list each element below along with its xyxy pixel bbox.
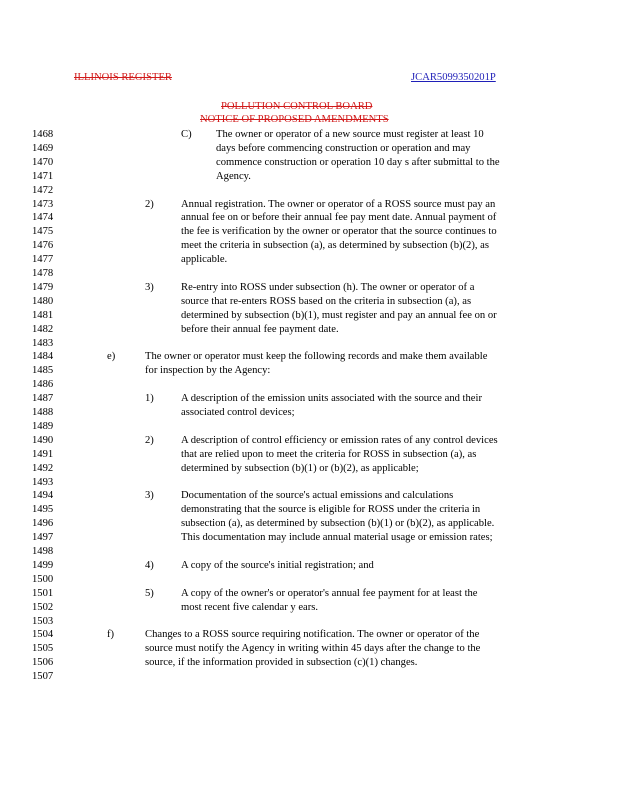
line-number: 1478 <box>32 268 54 279</box>
line-text: associated control devices; <box>181 407 295 418</box>
header-board-title: POLLUTION CONTROL BOARD <box>221 101 373 112</box>
line-text: commence construction or operation 10 day s after submittal to the <box>216 156 500 168</box>
line-number: 1505 <box>32 643 54 655</box>
item-label: C) <box>181 129 192 140</box>
line-number: 1468 <box>32 129 54 140</box>
line-text: This documentation may include annual material usage or emission rates; <box>181 532 493 544</box>
line-number: 1484 <box>32 351 54 363</box>
line-text: The owner or operator of a new source must register at least 10 <box>216 129 484 140</box>
line-number: 1475 <box>32 226 54 238</box>
header-jcar-id[interactable]: JCAR5099350201P <box>411 72 496 83</box>
line-text: meet the criteria in subsection (a), as determined by subsection (b)(2), as <box>181 240 489 252</box>
line-text: that are relied upon to meet the criteria for ROSS in subsection (a), as <box>181 448 477 460</box>
line-text: source, if the information provided in subsection (c)(1) changes. <box>145 657 418 669</box>
line-number: 1471 <box>32 170 54 182</box>
line-number: 1504 <box>32 629 54 641</box>
line-text: Annual registration. The owner or operator of a ROSS source must pay an <box>181 198 496 210</box>
line-text: applicable. <box>181 254 228 266</box>
item-label: 3) <box>145 490 154 502</box>
line-text: Documentation of the source's actual emissions and calculations <box>181 490 454 502</box>
line-text: Re-entry into ROSS under subsection (h). The owner or operator of a <box>181 281 475 293</box>
line-number: 1472 <box>32 184 54 196</box>
line-number: 1499 <box>32 559 54 571</box>
item-label: 4) <box>145 559 154 571</box>
line-text: Agency. <box>216 170 251 182</box>
line-text: A copy of the source's initial registration; and <box>181 559 374 571</box>
line-number: 1495 <box>32 504 54 516</box>
line-text: source must notify the Agency in writing within 45 days after the change to the <box>145 643 481 655</box>
line-number: 1503 <box>32 615 54 627</box>
line-number: 1500 <box>32 573 54 585</box>
line-number: 1488 <box>32 407 54 418</box>
line-number: 1470 <box>32 156 54 168</box>
line-number: 1491 <box>32 448 54 460</box>
line-number: 1481 <box>32 309 54 321</box>
line-number: 1494 <box>32 490 54 502</box>
line-text: The owner or operator must keep the following records and make them available <box>145 351 488 363</box>
line-text: most recent five calendar y ears. <box>181 601 319 613</box>
line-text: days before commencing construction or operation and may <box>216 142 471 154</box>
line-text: A copy of the owner's or operator's annual fee payment for at least the <box>181 587 478 599</box>
line-number: 1490 <box>32 434 54 446</box>
line-text: source that re-enters ROSS based on the criteria in subsection (a), as <box>181 295 472 307</box>
line-text: Changes to a ROSS source requiring notification. The owner or operator of the <box>145 629 480 641</box>
header-illinois-register: ILLINOIS REGISTER <box>74 72 172 83</box>
line-text: before their annual fee payment date. <box>181 323 339 335</box>
line-number: 1476 <box>32 240 54 252</box>
line-number: 1486 <box>32 379 54 391</box>
item-label: 1) <box>145 393 154 405</box>
header-notice-title: NOTICE OF PROPOSED AMENDMENTS <box>200 114 389 125</box>
line-number: 1496 <box>32 518 54 530</box>
line-number: 1474 <box>32 212 54 224</box>
line-number: 1501 <box>32 587 54 599</box>
line-number: 1492 <box>32 462 54 474</box>
line-text: A description of control efficiency or emission rates of any control devices <box>181 434 498 446</box>
line-number: 1493 <box>32 476 54 488</box>
item-label: f) <box>107 629 115 641</box>
line-number: 1479 <box>32 281 54 293</box>
line-number: 1506 <box>32 657 54 669</box>
line-text: A description of the emission units associated with the source and their <box>181 393 482 405</box>
line-number: 1487 <box>32 393 54 405</box>
line-number: 1483 <box>32 337 54 349</box>
item-label: e) <box>107 351 116 363</box>
line-text: annual fee on or before their annual fee pay ment date. Annual payment of <box>181 212 497 224</box>
line-number: 1489 <box>32 420 54 432</box>
line-text: determined by subsection (b)(1) or (b)(2), as applicable; <box>181 462 419 474</box>
line-text: demonstrating that the source is eligible for ROSS under the criteria in <box>181 504 481 516</box>
line-number: 1485 <box>32 365 54 377</box>
item-label: 3) <box>145 281 154 293</box>
line-number: 1469 <box>32 142 54 154</box>
line-number: 1477 <box>32 254 54 266</box>
line-number: 1497 <box>32 532 54 544</box>
line-text: subsection (a), as determined by subsection (b)(1) or (b)(2), as applicable. <box>181 518 495 530</box>
line-number: 1507 <box>32 671 54 683</box>
item-label: 5) <box>145 587 154 599</box>
item-label: 2) <box>145 198 154 210</box>
line-number: 1480 <box>32 295 54 307</box>
line-number: 1473 <box>32 198 54 210</box>
line-text: for inspection by the Agency: <box>145 365 271 377</box>
line-number: 1498 <box>32 546 54 557</box>
line-text: determined by subsection (b)(1), must register and pay an annual fee on or <box>181 309 497 321</box>
line-number: 1502 <box>32 601 54 613</box>
line-text: the fee is verification by the owner or operator that the source continues to <box>181 226 497 238</box>
item-label: 2) <box>145 434 154 446</box>
line-number: 1482 <box>32 323 54 335</box>
